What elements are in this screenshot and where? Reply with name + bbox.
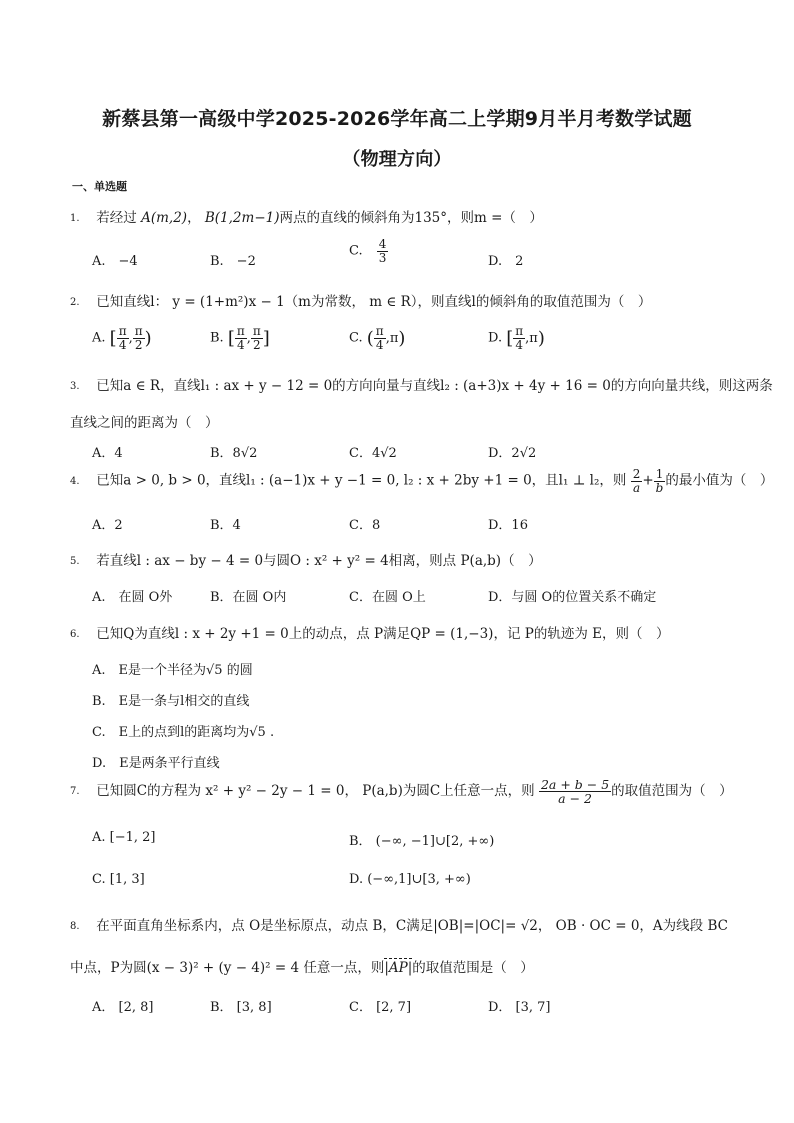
option-a[interactable]: A． [2, 8] <box>92 1000 154 1015</box>
question-number: 2. <box>70 297 80 308</box>
interval-math: [ $\frac{\pi}{4}$ , $\frac{\pi}{2}$ ] <box>227 324 270 352</box>
question-number: 3. <box>70 381 80 392</box>
question-8-continued <box>70 956 534 976</box>
option-c[interactable] <box>349 238 388 264</box>
question-7 <box>70 778 733 805</box>
question-stem: 已知a > 0, b > 0，直线l₁ : (a−1)x + y −1 = 0, l₂ : x + 2by +1 = 0，且l₁ ⊥ l₂，则 <box>96 472 627 489</box>
option-a[interactable] <box>92 325 152 351</box>
question-number: 6. <box>70 629 80 640</box>
vector-ap: |AP| <box>384 960 413 976</box>
option-d[interactable]: D. E是两条平行直线 <box>92 756 220 771</box>
numerator: 4 <box>378 237 387 251</box>
option-d[interactable]: D． [3, 7] <box>488 1000 551 1015</box>
question-1: 1. 若经过 A(m,2)， B(1,2m−1)两点的直线的倾斜角为135°，则m =（ ） <box>70 210 543 226</box>
option-c[interactable]: C． [2, 7] <box>349 1000 412 1015</box>
question-3-continued: 直线之间的距离为（ ） <box>70 415 219 431</box>
option-c[interactable]: C．8 <box>349 518 381 533</box>
option-c[interactable] <box>349 325 405 351</box>
question-stem: 若经过 <box>96 210 137 226</box>
option-b[interactable]: B．4 <box>210 518 241 533</box>
point-b: B(1,2m−1) <box>204 210 280 226</box>
question-6 <box>70 622 669 642</box>
question-3 <box>70 374 773 394</box>
question-number: 4. <box>70 475 80 487</box>
option-c[interactable]: C. E上的点到l的距离均为√5 . <box>92 725 275 740</box>
question-number: 1. <box>70 213 80 224</box>
question-stem: 已知Q为直线l : x + 2y +1 = 0上的动点，点 P满足QP = (1,−3)，记 P的轨迹为 E，则（ ） <box>96 626 670 642</box>
option-b[interactable]: B． (−∞, −1]∪[2, +∞) <box>349 834 495 849</box>
option-d[interactable] <box>488 325 545 351</box>
question-stem-end: 的取值范围是（ ） <box>412 960 534 976</box>
question-stem: 已知圆C的方程为 x² + y² − 2y − 1 = 0， P(a,b)为圆C上任意一点，则 <box>96 783 535 800</box>
fraction: $\frac{2}{a}$ <box>632 467 641 495</box>
question-stem: 若直线l : ax − by − 4 = 0与圆O : x² + y² = 4相离，则点 P(a,b)（ ） <box>96 553 542 569</box>
exam-title: 新蔡县第一高级中学2025-2026学年高二上学期9月半月考数学试题 <box>102 108 692 130</box>
option-label: A. <box>92 330 106 346</box>
question-stem-end: 的取值范围为（ ） <box>611 783 733 800</box>
option-b[interactable]: B. −2 <box>210 254 256 269</box>
option-b[interactable] <box>210 325 270 351</box>
option-d[interactable]: D．2√2 <box>488 446 537 461</box>
option-b[interactable]: B． [3, 8] <box>210 1000 272 1015</box>
option-c[interactable]: C．在圆 O上 <box>349 590 426 605</box>
interval-math: [ $\frac{\pi}{4}$ ,π) <box>506 324 545 352</box>
question-stem: 在平面直角坐标系内，点 O是坐标原点，动点 B，C满足|OB|=|OC|= √2， OB · OC = 0，A为线段 BC <box>96 918 728 934</box>
fraction: $\frac{2a + b - 5}{a - 2}$ <box>540 777 610 807</box>
option-a[interactable]: A. [−1, 2] <box>92 830 156 845</box>
option-a[interactable]: A. E是一个半径为√5 的圆 <box>92 663 253 678</box>
option-d[interactable]: D. 2 <box>488 254 524 269</box>
interval-math: [ $\frac{\pi}{4}$ , $\frac{\pi}{2}$ ) <box>109 324 152 352</box>
option-label: C. <box>349 243 363 259</box>
question-stem: 已知a ∈ R，直线l₁ : ax + y − 12 = 0的方向向量与直线l₂ : (a+3)x + 4y + 16 = 0的方向向量共线，则这两条 <box>96 378 773 394</box>
exam-subtitle: （物理方向） <box>342 149 452 170</box>
question-number: 7. <box>70 786 80 798</box>
option-c[interactable]: C．4√2 <box>349 446 397 461</box>
option-label: B. <box>210 330 224 346</box>
option-b[interactable]: B．在圆 O内 <box>210 590 287 605</box>
option-b[interactable]: B. E是一条与l相交的直线 <box>92 694 250 709</box>
question-stem-end: 的最小值为（ ） <box>665 472 774 489</box>
denominator: 3 <box>378 250 387 265</box>
question-8 <box>70 914 728 934</box>
question-stem: 已知直线l： y = (1+m²)x − 1（m为常数， m ∈ R），则直线l的倾斜角的取值范围为（ ） <box>96 294 652 310</box>
question-number: 8. <box>70 921 80 932</box>
interval-math: ( $\frac{\pi}{4}$ ,π) <box>366 324 406 352</box>
option-d[interactable]: D. (−∞,1]∪[3, +∞) <box>349 872 471 887</box>
option-a[interactable]: A．2 <box>92 518 123 533</box>
option-label: D. <box>488 330 503 346</box>
option-b[interactable]: B．8√2 <box>210 446 258 461</box>
option-a[interactable]: A. −4 <box>92 254 138 269</box>
option-label: C. <box>349 330 363 346</box>
option-a[interactable]: A．4 <box>92 446 123 461</box>
option-d[interactable]: D．与圆 O的位置关系不确定 <box>488 590 657 605</box>
option-d[interactable]: D．16 <box>488 518 528 533</box>
fraction <box>377 238 389 264</box>
question-5 <box>70 549 542 569</box>
option-a[interactable]: A. 在圆 O外 <box>92 590 173 605</box>
option-c[interactable]: C. [1, 3] <box>92 872 145 887</box>
point-a: A(m,2) <box>141 210 188 226</box>
question-number: 5. <box>70 556 80 567</box>
question-4: 4. 已知a > 0, b > 0，直线l₁ : (a−1)x + y −1 = 0, l₂ : x + 2by +1 = 0，且l₁ ⊥ l₂，则 $\frac{2}{a}$ + $\frac{1}{b}$ 的最小值为（ ） <box>70 467 774 495</box>
question-stem-end: 两点的直线的倾斜角为135°，则m =（ ） <box>279 210 543 226</box>
section-heading: 一、单选题 <box>72 180 127 193</box>
question-2 <box>70 290 651 310</box>
question-stem-continued: 中点，P为圆(x − 3)² + (y − 4)² = 4 任意一点，则 <box>70 960 385 976</box>
fraction: $\frac{1}{b}$ <box>655 467 664 495</box>
